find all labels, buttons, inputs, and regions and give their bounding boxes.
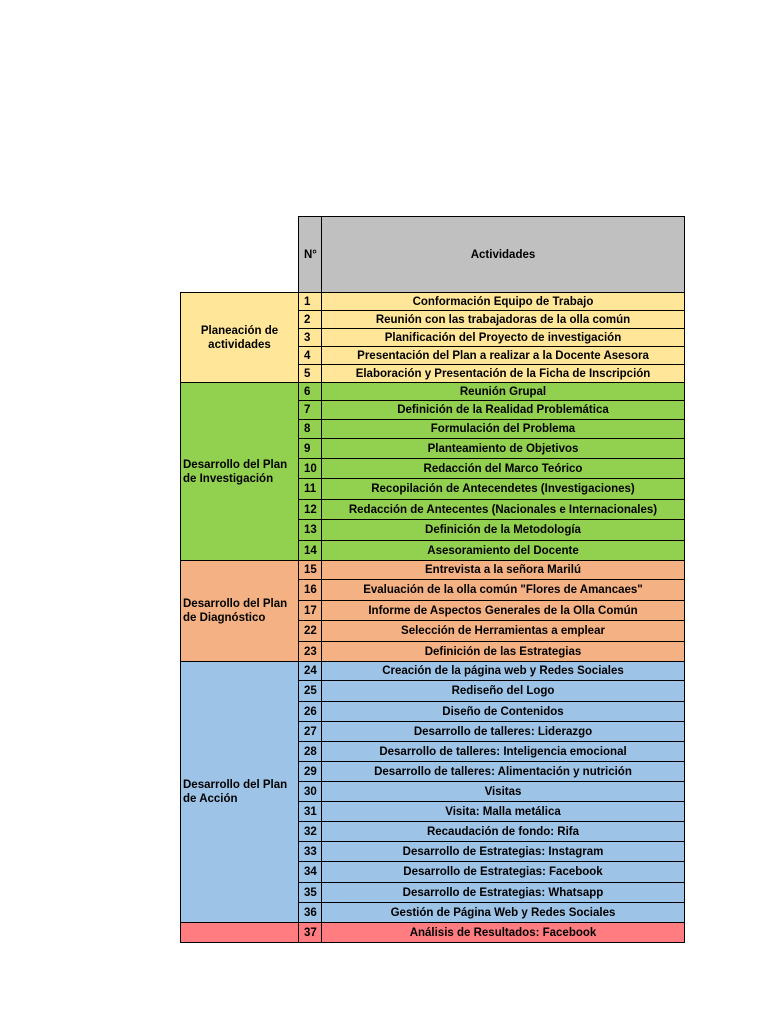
header-row [181, 217, 685, 293]
row-activity: Entrevista a la señora Marilú [322, 561, 685, 580]
row-number: 26 [299, 702, 322, 722]
row-activity: Planteamiento de Objetivos [322, 439, 685, 459]
row-number: 5 [299, 365, 322, 383]
row-number: 32 [299, 822, 322, 842]
row-activity: Gestión de Página Web y Redes Sociales [322, 903, 685, 923]
row-activity: Desarrollo de talleres: Alimentación y nutrición [322, 762, 685, 782]
row-activity: Recaudación de fondo: Rifa [322, 822, 685, 842]
row-activity: Conformación Equipo de Trabajo [322, 293, 685, 311]
row-number: 1 [299, 293, 322, 311]
row-number: 25 [299, 681, 322, 702]
header-activities: Actividades [322, 217, 685, 293]
row-number: 4 [299, 347, 322, 365]
row-number: 27 [299, 722, 322, 742]
table-row [181, 383, 685, 401]
row-activity: Asesoramiento del Docente [322, 541, 685, 561]
row-activity: Redacción de Antecentes (Nacionales e Internacionales) [322, 500, 685, 520]
row-number: 30 [299, 782, 322, 802]
table-row [181, 293, 685, 311]
phase-resultados [181, 923, 299, 943]
row-number: 31 [299, 802, 322, 822]
header-number: N° [299, 217, 322, 293]
header-blank-cell [181, 217, 299, 293]
row-number: 7 [299, 401, 322, 420]
row-number: 13 [299, 520, 322, 541]
row-number: 35 [299, 883, 322, 903]
row-activity: Recopilación de Antecendetes (Investigaciones) [322, 479, 685, 500]
row-activity: Diseño de Contenidos [322, 702, 685, 722]
row-number: 9 [299, 439, 322, 459]
row-number: 12 [299, 500, 322, 520]
row-number: 2 [299, 311, 322, 329]
activities-table [180, 216, 685, 943]
row-activity: Creación de la página web y Redes Sociales [322, 662, 685, 681]
row-number: 33 [299, 842, 322, 862]
row-activity: Reunión con las trabajadoras de la olla común [322, 311, 685, 329]
row-activity: Evaluación de la olla común "Flores de Amancaes" [322, 580, 685, 601]
row-number: 8 [299, 420, 322, 439]
row-number: 14 [299, 541, 322, 561]
row-number: 17 [299, 601, 322, 621]
row-number: 37 [299, 923, 322, 943]
row-activity: Planificación del Proyecto de investigación [322, 329, 685, 347]
row-activity: Desarrollo de talleres: Liderazgo [322, 722, 685, 742]
phase-planeacion: Planeación de actividades [181, 293, 299, 383]
row-activity: Desarrollo de talleres: Inteligencia emocional [322, 742, 685, 762]
row-activity: Desarrollo de Estrategias: Facebook [322, 862, 685, 883]
row-activity: Reunión Grupal [322, 383, 685, 401]
row-number: 36 [299, 903, 322, 923]
row-activity: Formulación del Problema [322, 420, 685, 439]
row-activity: Desarrollo de Estrategias: Whatsapp [322, 883, 685, 903]
phase-diagnostico: Desarrollo del Plan de Diagnóstico [181, 561, 299, 662]
row-number: 10 [299, 459, 322, 479]
row-activity: Visitas [322, 782, 685, 802]
row-activity: Elaboración y Presentación de la Ficha de Inscripción [322, 365, 685, 383]
row-activity: Análisis de Resultados: Facebook [322, 923, 685, 943]
row-number: 22 [299, 621, 322, 642]
row-activity: Definición de las Estrategias [322, 642, 685, 662]
table-row [181, 662, 685, 681]
row-number: 34 [299, 862, 322, 883]
row-activity: Informe de Aspectos Generales de la Olla Común [322, 601, 685, 621]
row-number: 6 [299, 383, 322, 401]
phase-investigacion: Desarrollo del Plan de Investigación [181, 383, 299, 561]
phase-accion: Desarrollo del Plan de Acción [181, 662, 299, 923]
row-number: 15 [299, 561, 322, 580]
row-activity: Desarrollo de Estrategias: Instagram [322, 842, 685, 862]
row-number: 23 [299, 642, 322, 662]
row-activity: Definición de la Realidad Problemática [322, 401, 685, 420]
row-activity: Presentación del Plan a realizar a la Docente Asesora [322, 347, 685, 365]
row-activity: Visita: Malla metálica [322, 802, 685, 822]
row-activity: Definición de la Metodología [322, 520, 685, 541]
row-number: 28 [299, 742, 322, 762]
row-number: 16 [299, 580, 322, 601]
row-activity: Redacción del Marco Teórico [322, 459, 685, 479]
row-number: 11 [299, 479, 322, 500]
row-number: 3 [299, 329, 322, 347]
row-activity: Rediseño del Logo [322, 681, 685, 702]
row-activity: Selección de Herramientas a emplear [322, 621, 685, 642]
table-row [181, 561, 685, 580]
row-number: 29 [299, 762, 322, 782]
row-number: 24 [299, 662, 322, 681]
table-row [181, 923, 685, 943]
